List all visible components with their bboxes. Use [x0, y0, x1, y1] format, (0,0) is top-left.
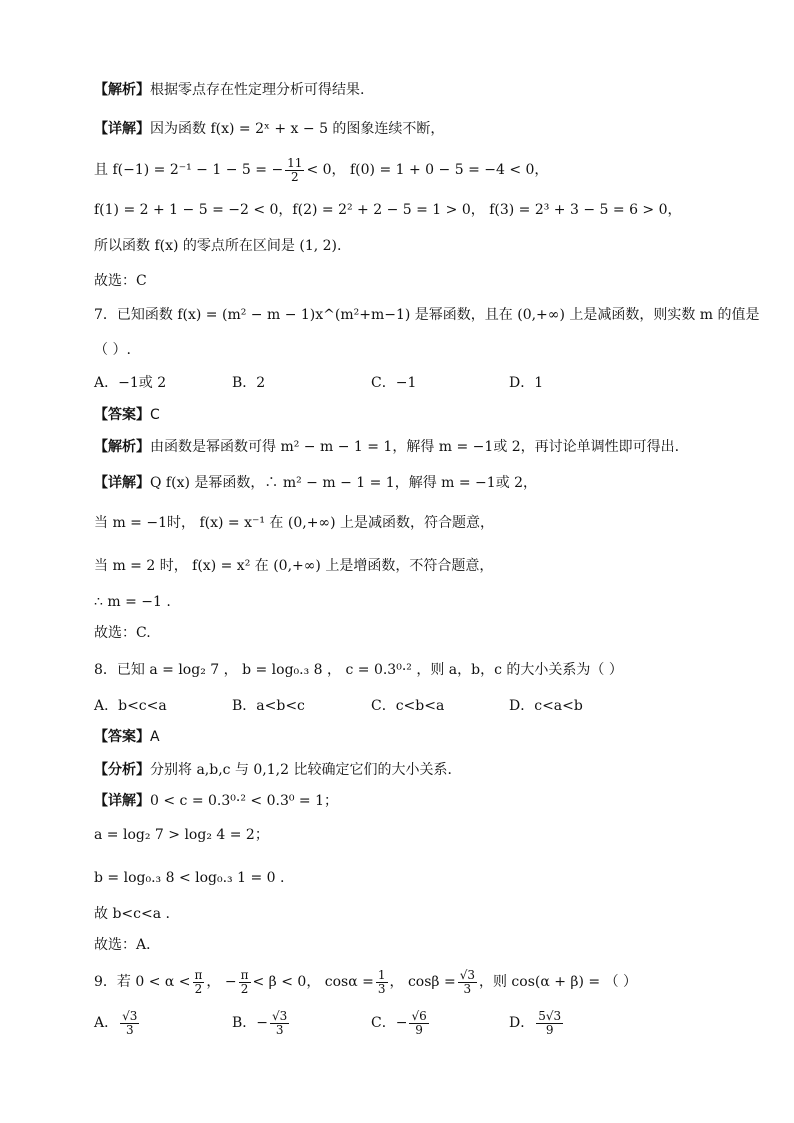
q8-step-a: a = log₂ 7 > log₂ 4 = 2；: [94, 827, 269, 843]
q9-option-c: C．− $\frac{√6}{9}$: [371, 1008, 427, 1037]
q7-analysis-line: [94, 437, 679, 457]
analysis-text: 分别将 a,b,c 与 0,1,2 比较确定它们的大小关系．: [150, 762, 462, 778]
analysis-tag: 【解析】: [94, 439, 150, 455]
q7-conclusion: ∴ m = −1 .: [94, 594, 171, 610]
q8-final: 故选：A．: [94, 937, 161, 953]
q8-detail-line: [94, 791, 338, 811]
q7-detail-line: [94, 473, 537, 493]
detail-text: 因为函数 f(x) = 2ˣ + x − 5 的图象连续不断，: [150, 121, 445, 137]
q9-option-b: B．− $\frac{√3}{3}$: [232, 1008, 288, 1037]
q8-option-a: A．b<c<a: [94, 698, 167, 714]
q7-option-d: D．1: [509, 375, 544, 391]
answer-value: C: [150, 407, 160, 423]
math-text: ， −: [206, 974, 237, 990]
q9-stem: [94, 962, 637, 1002]
answer-value: A: [150, 729, 160, 745]
math-text: < β < 0， cosα =: [252, 974, 374, 990]
math-text: ，则 cos(α + β) = （ ）: [478, 974, 638, 990]
q6-analysis-line: [94, 80, 364, 100]
q8-option-b: B．a<b<c: [232, 698, 305, 714]
q8-analysis-line: [94, 760, 461, 780]
q8-option-d: D．c<a<b: [509, 698, 583, 714]
answer-tag: 【答案】: [94, 407, 150, 423]
detail-tag: 【详解】: [94, 475, 150, 491]
q7-case1: 当 m = −1时， f(x) = x⁻¹ 在 (0,+∞) 上是减函数，符合题意，: [94, 515, 494, 531]
q7-stem: 7．已知函数 f(x) = (m² − m − 1)x^(m²+m−1) 是幂函数，且在 (0,+∞) 上是减函数，则实数 m 的值是: [94, 307, 760, 323]
fraction: $\frac{1}{3}$: [377, 967, 386, 996]
q6-answer: 故选：C: [94, 273, 147, 289]
fraction: $\frac{11}{2}$: [287, 155, 303, 184]
q8-option-c: C．c<b<a: [371, 698, 445, 714]
q8-conclusion: 故 b<c<a .: [94, 906, 170, 922]
math-text: 9．若 0 < α <: [94, 974, 191, 990]
q8-answer-line: [94, 727, 160, 747]
detail-text: 0 < c = 0.3⁰·² < 0.3⁰ = 1；: [150, 793, 338, 809]
q9-option-a: A． $\frac{√3}{3}$: [94, 1008, 138, 1037]
analysis-text: 由函数是幂函数可得 m² − m − 1 = 1，解得 m = −1或 2，再讨论单调性即可得出.: [150, 439, 680, 455]
q8-stem: 8．已知 a = log₂ 7 ， b = log₀.₃ 8 ， c = 0.3⁰·² ，则 a，b，c 的大小关系为（ ）: [94, 662, 623, 678]
fraction: $\frac{\pi}{2}$: [194, 967, 203, 996]
math-text: < 0， f(0) = 1 + 0 − 5 = −4 < 0，: [306, 162, 549, 178]
detail-text: Q f(x) 是幂函数，∴ m² − m − 1 = 1，解得 m = −1或 2，: [150, 475, 538, 491]
q7-option-c: C．−1: [371, 375, 417, 391]
q9-option-d: D． $\frac{5√3}{9}$: [509, 1008, 562, 1037]
answer-tag: 【答案】: [94, 729, 150, 745]
detail-tag: 【详解】: [94, 121, 150, 137]
fraction: $\frac{\pi}{2}$: [240, 967, 249, 996]
q6-line3: [94, 150, 548, 190]
analysis-tag: 【解析】: [94, 82, 150, 98]
q7-answer-line: [94, 405, 160, 425]
q6-detail-line: [94, 119, 444, 139]
q7-option-b: B．2: [232, 375, 266, 391]
math-text: ， cosβ =: [389, 974, 456, 990]
analysis-text: 根据零点存在性定理分析可得结果.: [150, 82, 365, 98]
analysis-tag: 【分析】: [94, 762, 150, 778]
q6-line5: 所以函数 f(x) 的零点所在区间是 (1, 2).: [94, 238, 342, 254]
math-text: 且 f(−1) = 2⁻¹ − 1 − 5 = −: [94, 162, 284, 178]
q7-option-a: A．−1或 2: [94, 375, 167, 391]
q6-line4: f(1) = 2 + 1 − 5 = −2 < 0，f(2) = 2² + 2 − 5 = 1 > 0， f(3) = 2³ + 3 − 5 = 6 > 0，: [94, 202, 682, 218]
q7-stem-paren: （ ）.: [94, 342, 131, 358]
q7-case2: 当 m = 2 时， f(x) = x² 在 (0,+∞) 上是增函数，不符合题意，: [94, 558, 494, 574]
detail-tag: 【详解】: [94, 793, 150, 809]
q7-final: 故选：C.: [94, 625, 151, 641]
q8-step-b: b = log₀.₃ 8 < log₀.₃ 1 = 0 .: [94, 870, 285, 886]
fraction: $\frac{√3}{3}$: [459, 967, 475, 996]
